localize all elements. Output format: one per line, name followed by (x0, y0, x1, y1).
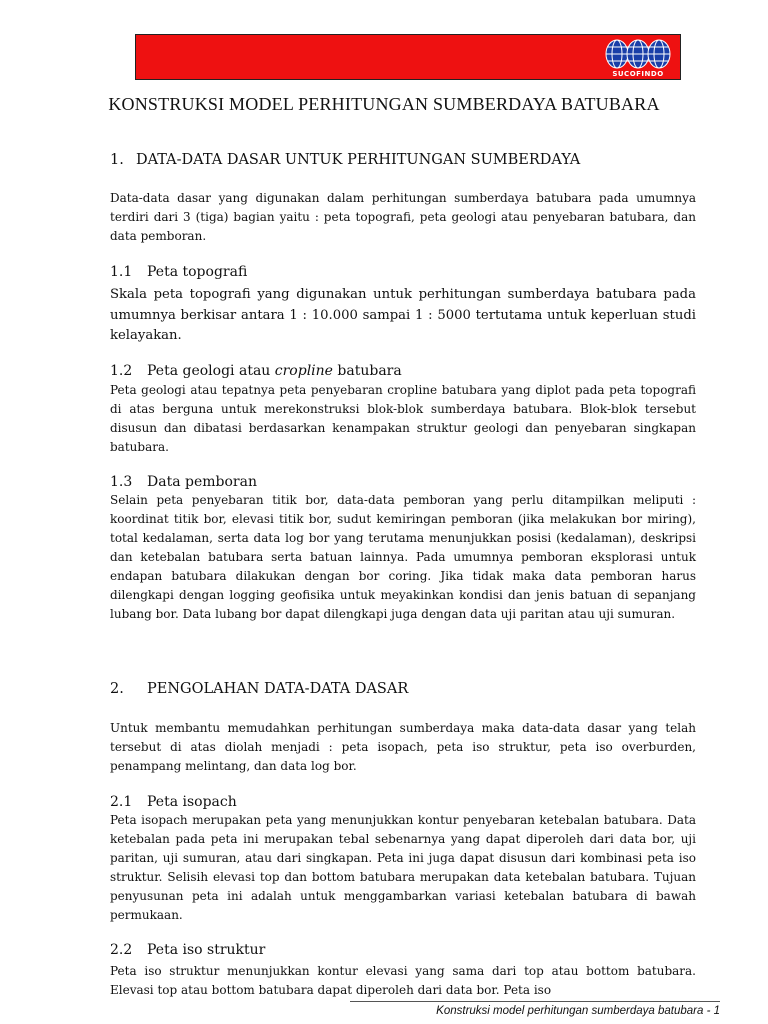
section-1-heading (110, 152, 580, 168)
subsection-number: 1.2 (110, 363, 133, 379)
subsection-title: Peta iso struktur (147, 942, 266, 958)
subsection-title: Peta topografi (147, 264, 248, 280)
subsection-1-3-text: Selain peta penyebaran titik bor, data-data pemboran yang perlu ditampilkan meliputi : koordinat titik bor, elevasi titik bor, sudut kemiringan pemboran (jika melakukan bor miring), total kedalaman, serta data log bor yang terutama menunjukkan posisi (kedalaman), deskripsi dan ketebalan batubara serta batuan lainnya. Pada umumnya pemboran eksplorasi untuk endapan batubara dilakukan dengan bor coring. Jika tidak maka data pemboran harus dilengkapi dengan logging geofisika untuk meyakinkan kondisi dan jenis batuan di sepanjang lubang bor. Data lubang bor dapat dilengkapi juga dengan data uji paritan atau uji sumuran. (110, 493, 696, 621)
subsection-title: Peta isopach (147, 794, 237, 810)
subsection-2-2-heading (110, 942, 265, 958)
section-2-intro: Untuk membantu memudahkan perhitungan sumberdaya maka data-data dasar yang telah tersebut di atas diolah menjadi : peta isopach, peta iso struktur, peta iso overburden, penampang melintang, dan data log bor. (110, 721, 696, 773)
subsection-number: 2.2 (110, 942, 133, 958)
sucofindo-logo (604, 38, 672, 78)
document-title: KONSTRUKSI MODEL PERHITUNGAN SUMBERDAYA BATUBARA (108, 94, 660, 114)
subsection-1-2-text: Peta geologi atau tepatnya peta penyebaran cropline batubara yang diplot pada peta topografi di atas berguna untuk merekonstruksi blok-blok sumberdaya batubara. Blok-blok tersebut disusun dan dibatasi berdasarkan kenampakan struktur geologi dan penyebaran singkapan batubara. (110, 383, 696, 454)
subsection-1-2-heading (110, 363, 402, 379)
globe-icon (604, 38, 672, 70)
subsection-title-prefix: Peta geologi atau (147, 363, 275, 379)
logo-text: SUCOFINDO (612, 70, 664, 78)
subsection-title-italic: cropline (274, 363, 333, 379)
subsection-number: 1.1 (110, 264, 133, 280)
footer-rule (350, 1001, 720, 1002)
header-banner (135, 34, 681, 80)
section-title: DATA-DATA DASAR UNTUK PERHITUNGAN SUMBERDAYA (136, 152, 581, 168)
subsection-1-3-heading (110, 474, 257, 490)
subsection-2-1-text: Peta isopach merupakan peta yang menunjukkan kontur penyebaran ketebalan batubara. Data ketebalan pada peta ini merupakan tebal sebenarnya yang dapat diperoleh dari data bor, uji paritan, uji sumuran, atau dari singkapan. Peta ini juga dapat disusun dari kombinasi peta iso struktur. Selisih elevasi top dan bottom batubara merupakan data ketebalan batubara. Tujuan penyusunan peta ini adalah untuk menggambarkan variasi ketebalan batubara di bawah permukaan. (110, 813, 696, 922)
subsection-1-1-heading (110, 264, 247, 280)
section-title: PENGOLAHAN DATA-DATA DASAR (147, 681, 409, 697)
subsection-2-1-heading (110, 794, 237, 810)
subsection-number: 2.1 (110, 794, 133, 810)
subsection-1-1-text: Skala peta topografi yang digunakan untuk perhitungan sumberdaya batubara pada umumnya berkisar antara 1 : 10.000 sampai 1 : 5000 tertutama untuk keperluan studi kelayakan. (110, 287, 696, 343)
subsection-title-suffix: batubara (332, 363, 402, 379)
subsection-title: Data pemboran (147, 474, 257, 490)
section-1-intro: Data-data dasar yang digunakan dalam perhitungan sumberdaya batubara pada umumnya terdiri dari 3 (tiga) bagian yaitu : peta topografi, peta geologi atau penyebaran batubara, dan data pemboran. (110, 191, 696, 243)
section-2-heading (110, 681, 408, 697)
subsection-number: 1.3 (110, 474, 133, 490)
section-number: 2. (110, 681, 124, 697)
subsection-2-2-text: Peta iso struktur menunjukkan kontur elevasi yang sama dari top atau bottom batubara. Elevasi top atau bottom batubara dapat diperoleh dari data bor. Peta iso (110, 964, 696, 997)
section-number: 1. (110, 152, 124, 168)
page-footer: Konstruksi model perhitungan sumberdaya batubara - 1 (436, 1005, 720, 1017)
